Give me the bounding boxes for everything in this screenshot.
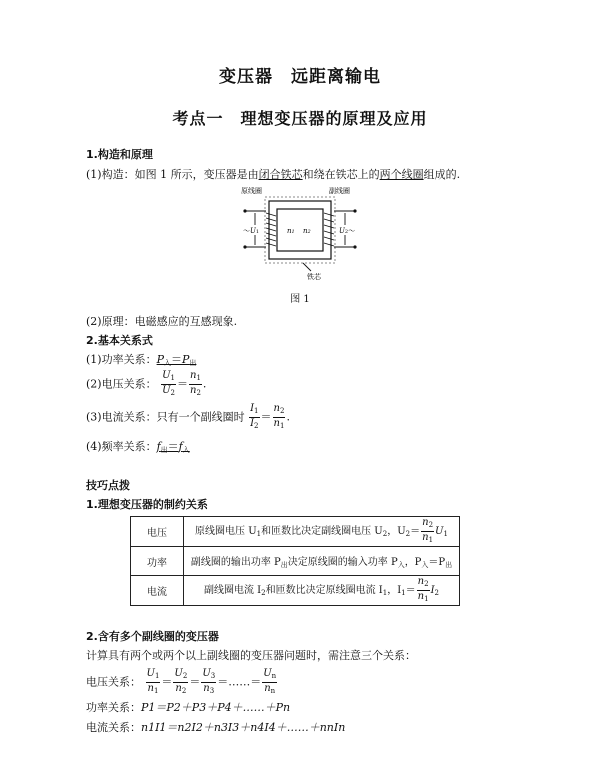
figure-caption: 图 1 bbox=[290, 294, 310, 305]
heading-basic-relations: 2.基本关系式 bbox=[86, 334, 153, 347]
label-n2: n2 bbox=[303, 227, 311, 235]
section-title: 考点一 理想变压器的原理及应用 bbox=[172, 109, 428, 128]
label-n1: n1 bbox=[287, 227, 295, 235]
row-key-current: 电流 bbox=[131, 576, 184, 606]
row-key-voltage: 电压 bbox=[131, 517, 184, 547]
multi-voltage: 电压关系： $\frac{U_1}{n_1}$ ＝ $\frac{U_2}{n_2}$ ＝ $\frac{U_3}{n_3}$ ＝……＝ $\frac{U_n}{n_n}$ bbox=[86, 668, 277, 695]
row-text-current: 副线圈电流 $I_2$和匝数比决定原线圈电流 $I_1$，$I_1=$ $\frac{n_2}{n_1}$ $I_2$ bbox=[184, 576, 460, 606]
constraints-table bbox=[130, 516, 460, 606]
label-u1: ～U1 bbox=[243, 227, 260, 235]
heading-structure: 1.构造和原理 bbox=[86, 148, 153, 161]
table-row bbox=[131, 517, 460, 547]
current-relation: (3)电流关系：只有一个副线圈时 $\frac{I_1}{I_2}$ ＝ $\frac{n_2}{n_1}$ . bbox=[86, 403, 290, 430]
frequency-relation: (4)频率关系：$f_出=f_入$ bbox=[86, 440, 190, 454]
table-row bbox=[131, 547, 460, 576]
row-text-power: 副线圈的输出功率 $P_出$决定原线圈的输入功率 $P_入$，$P_入=P_出$ bbox=[184, 547, 460, 576]
label-secondary-coil: 副线圈 bbox=[329, 187, 350, 195]
multi-intro: 计算具有两个或两个以上副线圈的变压器问题时，需注意三个关系： bbox=[86, 649, 416, 662]
label-core: 铁芯 bbox=[307, 273, 321, 281]
heading-constraints: 1.理想变压器的制约关系 bbox=[86, 498, 208, 511]
heading-multi-secondary: 2.含有多个副线圈的变压器 bbox=[86, 630, 219, 643]
voltage-relation: (2)电压关系： $\frac{U_1}{U_2}$ ＝ $\frac{n_1}{n_2}$ . bbox=[86, 370, 207, 397]
transformer-figure bbox=[241, 183, 359, 283]
power-relation: (1)功率关系：$P_入=P_出$ bbox=[86, 353, 197, 367]
label-primary-coil: 原线圈 bbox=[241, 187, 262, 195]
multi-power: 功率关系：P1＝P2＋P3＋P4＋……＋Pn bbox=[86, 701, 291, 714]
structure-line: (1)构造：如图 1 所示，变压器是由闭合铁芯和绕在铁芯上的两个线圈组成的. bbox=[86, 168, 461, 181]
row-text-voltage: 原线圈电压 $U_1$和匝数比决定副线圈电压 $U_2$，$U_2=$ $\frac{n_2}{n_1}$ $U_1$ bbox=[184, 517, 460, 547]
principle-line: (2)原理：电磁感应的互感现象. bbox=[86, 315, 238, 328]
label-u2: U2～ bbox=[339, 227, 356, 235]
table-row bbox=[131, 576, 460, 606]
multi-current: 电流关系：n1I1＝n2I2＋n3I3＋n4I4＋……＋nnIn bbox=[86, 721, 346, 734]
heading-tips: 技巧点拨 bbox=[86, 479, 130, 492]
row-key-power: 功率 bbox=[131, 547, 184, 576]
document-title: 变压器 远距离输电 bbox=[219, 67, 381, 87]
